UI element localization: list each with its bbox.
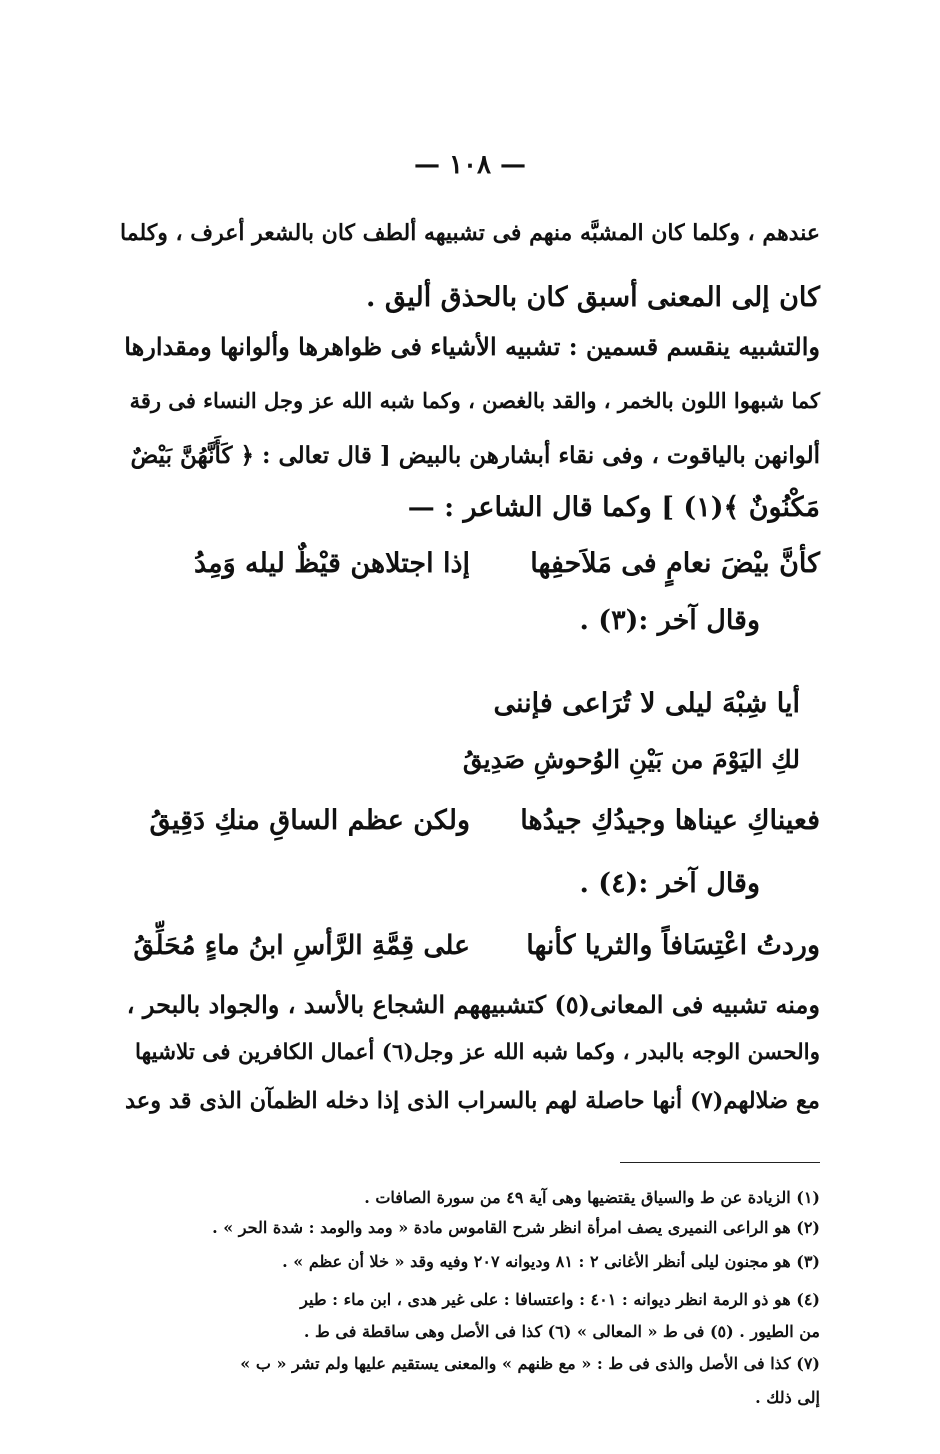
verse-first-hemistich: كأنَّ بيْضَ نعامٍ فى مَلاَحفِها [530, 548, 820, 579]
footnote: من الطيور . (٥) فى ط « المعالى » (٦) كذا فى الأصل وهى ساقطة فى ط . [303, 1322, 820, 1341]
paragraph-line: ألوانهن بالياقوت ، وفى نقاء أبشارهن بالبيض [ قال تعالى : ﴿ كَأَنَّهُنَّ بَيْضٌ [130, 442, 820, 469]
verse-second-hemistich: ولكن عظم الساقِ منكِ دَقِيقُ [149, 805, 470, 836]
verse-intro: وقال آخر :(٤) . [579, 868, 760, 899]
verse-second-hemistich: على قِمَّةِ الرَّأسِ ابنُ ماءٍ مُحَلِّقُ [133, 930, 470, 961]
verse-first-hemistich: أيا شِبْهَ ليلى لا تُرَاعى فإننى [493, 688, 800, 719]
paragraph-line: كما شبهوا اللون بالخمر ، والقد بالغصن ، وكما شبه الله عز وجل النساء فى رقة [129, 388, 820, 413]
page-number: — ١٠٨ — [413, 150, 527, 180]
verse-second-hemistich: لكِ اليَوْمَ من بَيْنِ الوُحوشِ صَدِيقُ [462, 745, 800, 774]
footnote: (٧) كذا فى الأصل والذى فى ط : « مع ظنهم » والمعنى يستقيم عليها ولم تشر « ب » [240, 1354, 820, 1373]
paragraph-line: ومنه تشبيه فى المعانى(٥) كتشبيههم الشجاع بالأسد ، والجواد بالبحر ، [126, 990, 820, 1019]
verse-first-hemistich: وردتُ اعْتِسَافاً والثريا كأنها [526, 930, 820, 961]
paragraph-line: والتشبيه ينقسم قسمين : تشبيه الأشياء فى ظواهرها وألوانها ومقدارها [124, 332, 820, 361]
verse-first-hemistich: فعيناكِ عيناها وجيدُكِ جيدُها [520, 805, 820, 836]
paragraph-line: والحسن الوجه بالبدر ، وكما شبه الله عز وجل(٦) أعمال الكافرين فى تلاشيها [135, 1040, 820, 1065]
footnote: (٣) هو مجنون ليلى أنظر الأغانى ٢ : ٨١ وديوانه ٢٠٧ وفيه وقد « خلا أن عظم » . [282, 1252, 820, 1271]
footnote: (٤) هو ذو الرمة انظر ديوانه : ٤٠١ : واعتسافا : على غير هدى ، ابن ماء : طير [300, 1290, 820, 1309]
footnote: (٢) هو الراعى النميرى يصف امرأة انظر شرح القاموس مادة « ومد والومد : شدة الحر » . [212, 1218, 820, 1237]
paragraph-line: كان إلى المعنى أسبق كان بالحذق أليق . [366, 282, 820, 313]
paragraph-line: مَكْنُونٌ ﴾(١) ] وكما قال الشاعر : — [407, 492, 820, 523]
verse-second-hemistich: إذا اجتلاهن قيْظٌ ليله وَمِدُ [193, 548, 470, 579]
footnote: إلى ذلك . [755, 1388, 820, 1407]
footnote-separator [620, 1162, 820, 1163]
verse-intro: وقال آخر :(٣) . [579, 605, 760, 636]
footnote: (١) الزيادة عن ط والسياق يقتضيها وهى آية ٤٩ من سورة الصافات . [364, 1188, 820, 1207]
paragraph-line: مع ضلالهم(٧) أنها حاصلة لهم بالسراب الذى إذا دخله الظمآن الذى قد وعد [124, 1088, 820, 1114]
paragraph-line: عندهم ، وكلما كان المشبَّه منهم فى تشبيهه ألطف كان بالشعر أعرف ، وكلما [120, 220, 820, 246]
